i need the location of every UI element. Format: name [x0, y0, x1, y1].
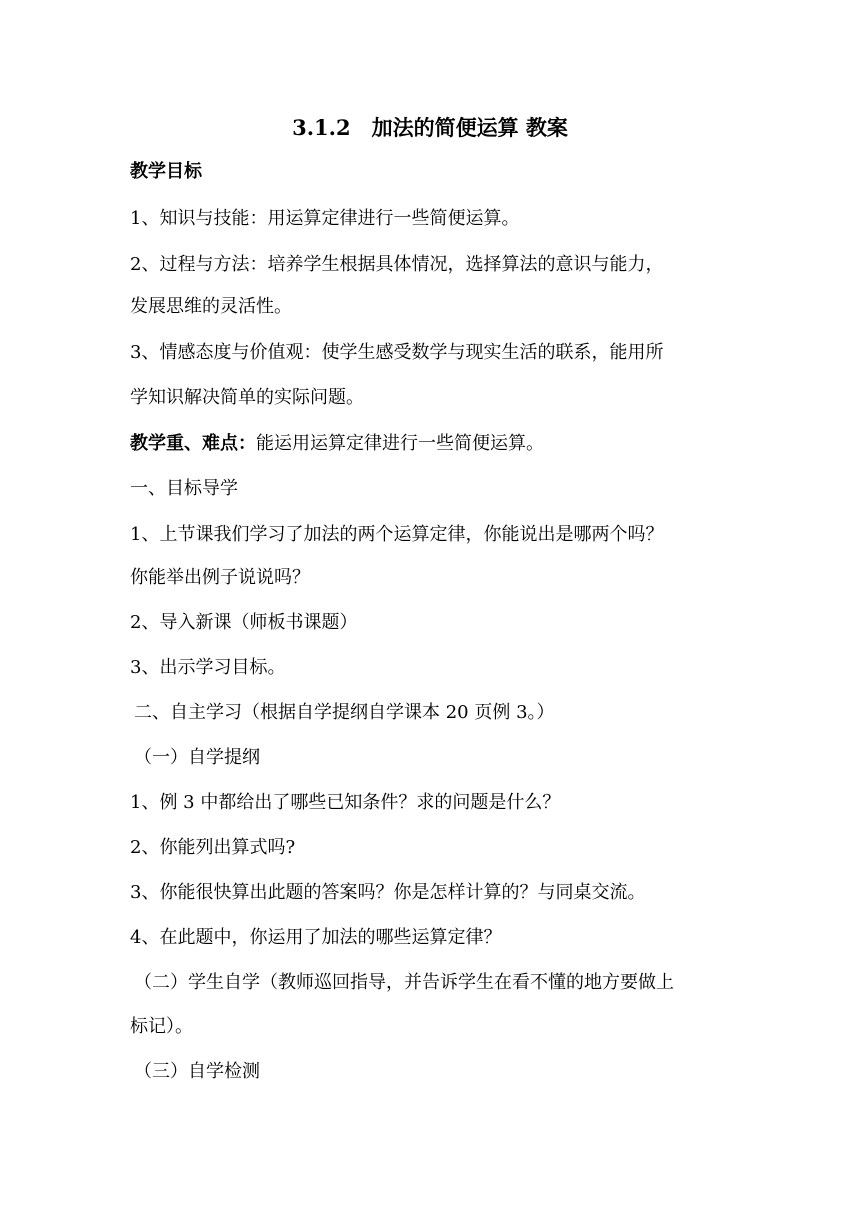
objectives-heading: 教学目标 [130, 161, 202, 182]
s1-item-2: 2、导入新课（师板书课题） [130, 612, 358, 633]
key-points-paragraph [130, 430, 740, 458]
document-title: 3.1.2 加法的简便运算 教案 [292, 115, 568, 140]
s1-item-1-line-2: 你能举出例子说说吗？ [130, 567, 310, 588]
sub-1-item-2: 2、你能列出算式吗? [130, 837, 296, 858]
sub-2-line-2: 标记）。 [130, 1016, 193, 1037]
sub-1-heading: （一）自学提纲 [134, 747, 260, 768]
s1-item-3: 3、出示学习目标。 [130, 657, 286, 678]
sub-3-heading: （三）自学检测 [134, 1061, 260, 1082]
sub-1-item-3: 3、你能很快算出此题的答案吗？你是怎样计算的？与同桌交流。 [130, 882, 646, 903]
sub-2-line-1: （二）学生自学（教师巡回指导，并告诉学生在看不懂的地方要做上 [134, 972, 674, 993]
objective-2-line-1: 2、过程与方法：培养学生根据具体情况，选择算法的意识与能力， [130, 254, 664, 275]
section-1-heading: 一、目标导学 [130, 478, 238, 499]
s1-item-1-line-1: 1、上节课我们学习了加法的两个运算定律，你能说出是哪两个吗？ [130, 524, 664, 545]
key-points-label: 教学重、难点： [130, 433, 256, 454]
section-2-heading: 二、自主学习（根据自学提纲自学课本 20 页例 3。） [134, 702, 555, 723]
objective-2-line-2: 发展思维的灵活性。 [130, 296, 292, 317]
objective-3-line-1: 3、情感态度与价值观：使学生感受数学与现实生活的联系，能用所 [130, 342, 664, 363]
sub-1-item-4: 4、在此题中，你运用了加法的哪些运算定律？ [130, 927, 502, 948]
key-points-text: 能运用运算定律进行一些简便运算。 [256, 433, 544, 454]
objective-3-line-2: 学知识解决简单的实际问题。 [130, 387, 364, 408]
sub-1-item-1: 1、例 3 中都给出了哪些已知条件？求的问题是什么？ [130, 792, 561, 813]
objective-1: 1、知识与技能：用运算定律进行一些简便运算。 [130, 208, 520, 229]
